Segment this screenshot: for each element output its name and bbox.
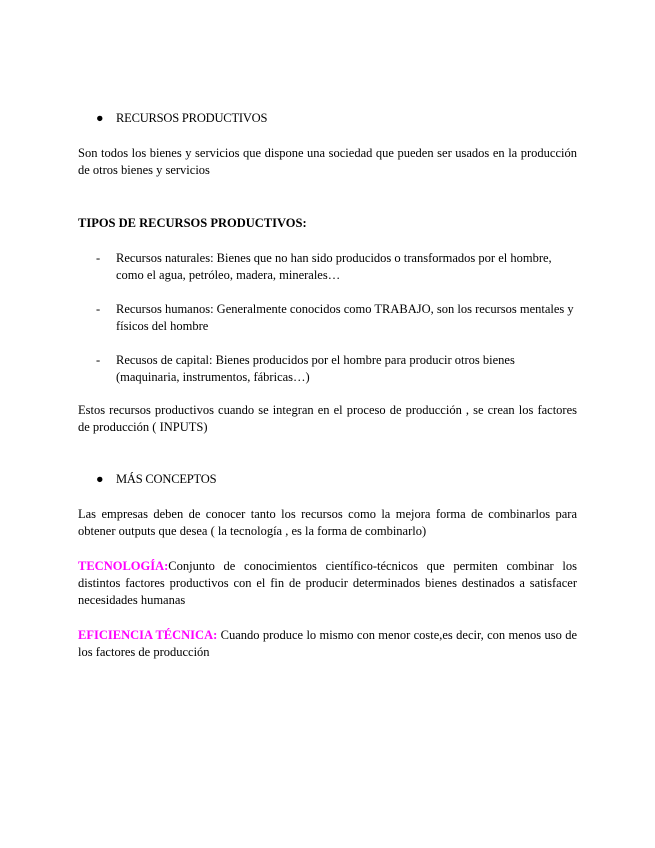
bullet-icon: ●	[96, 111, 104, 125]
list-item-text: Recursos humanos: Generalmente conocidos como TRABAJO, son los recursos mentales y físicos del hombre	[116, 302, 574, 333]
paragraph-inputs: Estos recursos productivos cuando se integran en el proceso de producción , se crean los factores de producción ( INPUTS)	[78, 403, 577, 434]
list-tipos-recursos	[78, 250, 577, 386]
term-tecnologia: TECNOLOGÍA:	[78, 559, 169, 573]
definition-eficiencia: Cuando produce lo mismo con menor coste,es decir, con menos uso de los factores de producción	[78, 628, 577, 659]
dash-marker: -	[96, 251, 101, 265]
heading-text: RECURSOS PRODUCTIVOS	[116, 111, 268, 125]
list-item-naturales	[78, 250, 577, 284]
term-eficiencia: EFICIENCIA TÉCNICA:	[78, 628, 218, 642]
heading-text: MÁS CONCEPTOS	[116, 472, 217, 486]
dash-marker: -	[96, 302, 101, 316]
definition-tecnologia: Conjunto de conocimientos científico-técnicos que permiten combinar los distintos factores productivos con el fin de producir determinados bienes destinados a satisfacer necesidades humanas	[78, 559, 577, 607]
paragraph-definicion: Son todos los bienes y servicios que dispone una sociedad que pueden ser usados en la producción de otros bienes y servicios	[78, 146, 577, 177]
list-item-text: Recursos naturales: Bienes que no han sido producidos o transformados por el hombre, como el agua, petróleo, madera, minerales…	[116, 251, 552, 282]
list-item-capital	[78, 352, 577, 386]
list-item-humanos	[78, 301, 577, 335]
paragraph-empresas: Las empresas deben de conocer tanto los recursos como la mejora forma de combinarlos para obtener outputs que desea ( la tecnología , es la forma de combinarlo)	[78, 507, 577, 538]
section-title-tipos: TIPOS DE RECURSOS PRODUCTIVOS:	[78, 216, 307, 230]
bullet-icon: ●	[96, 472, 104, 486]
heading-mas-conceptos	[78, 471, 577, 488]
paragraph-tecnologia	[78, 558, 577, 609]
paragraph-eficiencia	[78, 627, 577, 661]
list-item-text: Recusos de capital: Bienes producidos por el hombre para producir otros bienes (maquinaria, instrumentos, fábricas…)	[116, 353, 515, 384]
dash-marker: -	[96, 353, 101, 367]
heading-recursos-productivos	[78, 110, 577, 127]
